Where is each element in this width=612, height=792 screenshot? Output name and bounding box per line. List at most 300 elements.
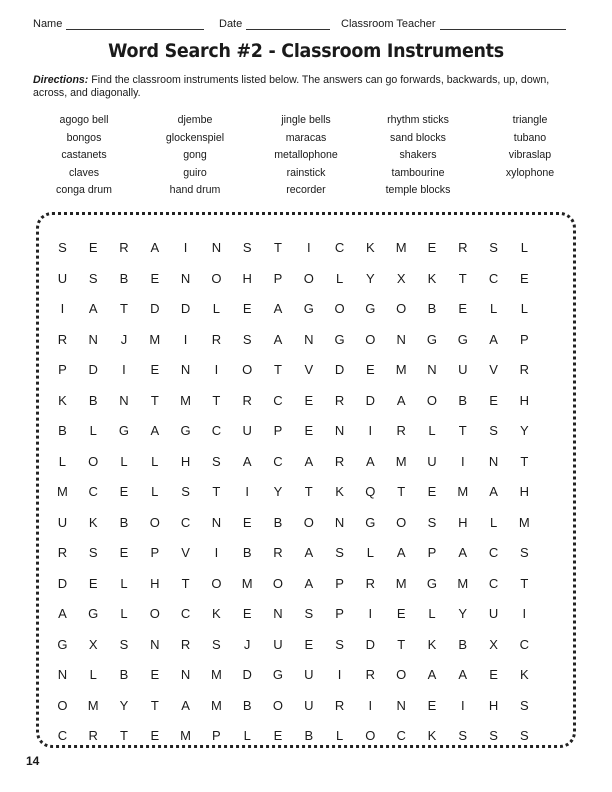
grid-letter[interactable]: U	[488, 606, 499, 621]
grid-letter[interactable]: K	[58, 392, 67, 408]
grid-letter[interactable]: K	[427, 270, 437, 286]
name-field[interactable]	[33, 18, 204, 30]
grid-letter[interactable]: I	[60, 301, 65, 316]
grid-letter[interactable]: R	[119, 240, 129, 255]
word-item: sand blocks	[390, 131, 446, 144]
grid-letter[interactable]: G	[88, 606, 99, 621]
grid-letter[interactable]: G	[180, 423, 191, 438]
grid-letter[interactable]: T	[150, 392, 159, 408]
grid-letter[interactable]: V	[304, 362, 314, 377]
grid-letter[interactable]: G	[426, 575, 438, 591]
grid-letter[interactable]: P	[335, 606, 344, 621]
grid-letter[interactable]: P	[58, 362, 67, 377]
grid-letter[interactable]: L	[58, 453, 67, 469]
grid-letter[interactable]: O	[272, 575, 284, 591]
grid-letter[interactable]: D	[150, 301, 160, 316]
grid-letter[interactable]: H	[458, 514, 468, 530]
grid-letter[interactable]: L	[89, 423, 97, 438]
grid-letter[interactable]: A	[458, 667, 468, 682]
grid-letter[interactable]: L	[489, 301, 498, 316]
grid-letter[interactable]: Y	[119, 697, 129, 713]
grid-letter[interactable]: R	[365, 575, 376, 591]
grid-letter[interactable]: Y	[458, 606, 468, 621]
grid-row	[47, 477, 575, 508]
grid-row	[47, 355, 575, 386]
grid-letter[interactable]: L	[335, 728, 344, 743]
grid-letter[interactable]: G	[426, 331, 438, 347]
grid-letter[interactable]: L	[120, 606, 128, 621]
grid-letter[interactable]: D	[334, 362, 345, 377]
grid-letter[interactable]: L	[489, 514, 498, 530]
grid-letter[interactable]: R	[57, 545, 68, 560]
grid-letter[interactable]: M	[395, 575, 407, 591]
grid-letter[interactable]: O	[334, 301, 345, 316]
grid-letter[interactable]: S	[335, 636, 344, 652]
grid-letter[interactable]: N	[57, 667, 68, 682]
name-label: Name	[33, 18, 63, 30]
grid-letter[interactable]: U	[273, 636, 283, 652]
grid-letter[interactable]: P	[427, 545, 437, 560]
grid-letter[interactable]: M	[241, 575, 253, 591]
grid-letter[interactable]: D	[242, 667, 252, 682]
grid-letter[interactable]: I	[183, 331, 188, 347]
grid-letter[interactable]: C	[519, 636, 530, 652]
grid-letter[interactable]: M	[149, 331, 161, 347]
grid-letter[interactable]: T	[120, 301, 128, 316]
grid-letter[interactable]: E	[489, 392, 498, 408]
grid-row	[47, 508, 575, 539]
grid-letter[interactable]: K	[427, 728, 437, 743]
grid-letter[interactable]: H	[180, 453, 191, 469]
grid-letter[interactable]: P	[335, 575, 344, 591]
grid-letter[interactable]: A	[396, 545, 406, 560]
grid-letter[interactable]: E	[304, 636, 314, 652]
grid-letter[interactable]: L	[89, 667, 97, 682]
grid-letter[interactable]: I	[245, 484, 249, 499]
grid-letter[interactable]: A	[273, 331, 283, 347]
grid-letter[interactable]: N	[396, 697, 406, 713]
grid-letter[interactable]: A	[458, 545, 468, 560]
grid-letter[interactable]: X	[88, 636, 98, 652]
teacher-blank[interactable]	[440, 18, 566, 30]
grid-letter[interactable]: I	[183, 240, 188, 255]
grid-letter[interactable]: O	[426, 392, 438, 408]
grid-letter[interactable]: A	[489, 484, 498, 499]
grid-letter[interactable]: E	[88, 575, 98, 591]
grid-letter[interactable]: M	[457, 575, 469, 591]
grid-letter[interactable]: I	[122, 362, 126, 377]
grid-letter[interactable]: A	[366, 453, 375, 469]
grid-letter[interactable]: B	[242, 697, 252, 713]
grid-letter[interactable]: C	[180, 514, 191, 530]
grid-letter[interactable]: P	[212, 728, 221, 743]
grid-letter[interactable]: O	[149, 606, 160, 621]
grid-letter[interactable]: S	[427, 514, 437, 530]
grid-letter[interactable]: E	[366, 362, 375, 377]
grid-letter[interactable]: D	[365, 392, 376, 408]
grid-letter[interactable]: I	[306, 240, 311, 255]
grid-letter[interactable]: D	[57, 575, 68, 591]
grid-letter[interactable]: M	[395, 240, 407, 255]
grid-letter[interactable]: M	[518, 514, 530, 530]
grid-letter[interactable]: R	[458, 240, 468, 255]
grid-letter[interactable]: I	[368, 697, 373, 713]
grid-letter[interactable]: E	[150, 270, 160, 286]
grid-letter[interactable]: S	[181, 484, 190, 499]
grid-letter[interactable]: K	[427, 636, 437, 652]
grid-letter[interactable]: I	[337, 667, 342, 682]
grid-letter[interactable]: O	[88, 453, 99, 469]
grid-letter[interactable]: U	[304, 667, 314, 682]
grid-letter[interactable]: O	[396, 667, 407, 682]
grid-letter[interactable]: R	[88, 728, 98, 743]
date-blank[interactable]	[246, 18, 330, 30]
grid-letter[interactable]: U	[304, 697, 314, 713]
grid-letter[interactable]: T	[397, 636, 406, 652]
grid-letter[interactable]: E	[242, 301, 252, 316]
grid-letter[interactable]: A	[242, 453, 252, 469]
grid-letter[interactable]: S	[335, 545, 344, 560]
grid-letter[interactable]: R	[57, 331, 68, 347]
grid-letter[interactable]: T	[274, 362, 282, 377]
grid-letter[interactable]: A	[489, 331, 498, 347]
grid-letter[interactable]: E	[304, 392, 314, 408]
grid-letter[interactable]: T	[458, 423, 467, 438]
grid-letter[interactable]: U	[458, 362, 468, 377]
grid-letter[interactable]: M	[87, 697, 99, 713]
grid-letter[interactable]: O	[365, 728, 376, 743]
grid-letter[interactable]: L	[243, 728, 251, 743]
grid-letter[interactable]: A	[427, 667, 437, 682]
grid-letter[interactable]: A	[304, 575, 314, 591]
grid-letter[interactable]: K	[88, 514, 98, 530]
grid-letter[interactable]: R	[273, 545, 283, 560]
grid-letter[interactable]: E	[150, 362, 160, 377]
grid-letter[interactable]: L	[366, 545, 374, 560]
grid-letter[interactable]: K	[366, 240, 375, 255]
grid-letter[interactable]: L	[120, 575, 128, 591]
grid-letter[interactable]: N	[334, 514, 345, 530]
grid-letter[interactable]: U	[242, 423, 252, 438]
grid-letter[interactable]: M	[180, 728, 191, 743]
grid-letter[interactable]: U	[57, 514, 68, 530]
grid-letter[interactable]: E	[119, 484, 129, 499]
grid-letter[interactable]: L	[428, 423, 436, 438]
grid-letter[interactable]: T	[397, 484, 406, 499]
grid-letter[interactable]: N	[396, 331, 406, 347]
grid-letter[interactable]: D	[180, 301, 191, 316]
grid-letter[interactable]: L	[151, 453, 159, 469]
grid-letter[interactable]: D	[365, 636, 376, 652]
grid-letter[interactable]: N	[180, 362, 191, 377]
grid-letter[interactable]: S	[242, 331, 252, 347]
grid-letter[interactable]: L	[335, 270, 344, 286]
grid-letter[interactable]: P	[273, 270, 283, 286]
grid-letter[interactable]: H	[519, 484, 530, 499]
grid-letter[interactable]: A	[304, 545, 314, 560]
grid-letter[interactable]: P	[273, 423, 283, 438]
grid-letter[interactable]: K	[335, 484, 344, 499]
word-item: metallophone	[274, 149, 338, 161]
grid-letter[interactable]: L	[212, 301, 220, 316]
grid-letter[interactable]: X	[396, 270, 406, 286]
grid-letter[interactable]: O	[396, 514, 407, 530]
grid-letter[interactable]: D	[88, 362, 98, 377]
date-field[interactable]	[219, 18, 330, 30]
grid-letter[interactable]: N	[150, 636, 160, 652]
grid-letter[interactable]: E	[520, 270, 529, 286]
grid-letter[interactable]: B	[58, 423, 67, 438]
grid-letter[interactable]: O	[211, 575, 222, 591]
word-item: rhythm sticks	[387, 114, 449, 126]
grid-letter[interactable]: A	[150, 240, 160, 255]
grid-letter[interactable]: T	[304, 484, 313, 499]
grid-letter[interactable]: C	[57, 728, 68, 743]
grid-letter[interactable]: N	[211, 240, 222, 255]
grid-letter[interactable]: T	[520, 575, 529, 591]
grid-letter[interactable]: N	[88, 331, 98, 347]
grid-letter[interactable]: Y	[273, 484, 283, 499]
word-item: jingle bells	[281, 114, 331, 126]
grid-letter[interactable]: R	[365, 667, 376, 682]
grid-letter[interactable]: T	[458, 270, 467, 286]
grid-letter[interactable]: O	[365, 331, 376, 347]
grid-letter[interactable]: E	[150, 667, 160, 682]
grid-letter[interactable]: H	[488, 697, 499, 713]
grid-letter[interactable]: E	[427, 697, 437, 713]
grid-letter[interactable]: R	[334, 392, 345, 408]
word-item: recorder	[286, 184, 326, 196]
word-item: shakers	[399, 149, 437, 161]
grid-letter[interactable]: N	[304, 331, 314, 347]
grid-letter[interactable]: E	[150, 728, 160, 743]
grid-letter[interactable]: N	[273, 606, 283, 621]
grid-letter[interactable]: I	[460, 453, 465, 469]
grid-letter[interactable]: T	[120, 728, 128, 743]
grid-letter[interactable]: N	[334, 423, 345, 438]
grid-letter[interactable]: S	[58, 240, 67, 255]
grid-letter[interactable]: U	[427, 453, 437, 469]
grid-letter[interactable]: S	[88, 545, 98, 560]
grid-letter[interactable]: L	[120, 453, 128, 469]
grid-letter[interactable]: E	[242, 514, 252, 530]
grid-letter[interactable]: R	[180, 636, 191, 652]
grid-letter[interactable]: M	[457, 484, 469, 499]
grid-letter[interactable]: N	[211, 514, 222, 530]
grid-letter[interactable]: V	[489, 362, 498, 377]
grid-letter[interactable]: A	[304, 453, 314, 469]
grid-letter[interactable]: N	[488, 453, 499, 469]
grid-letter[interactable]: C	[273, 453, 283, 469]
word-item: conga drum	[56, 184, 112, 196]
grid-letter[interactable]: S	[489, 240, 498, 255]
grid-letter[interactable]: H	[519, 392, 530, 408]
grid-letter[interactable]: M	[56, 484, 68, 499]
grid-letter[interactable]: N	[180, 270, 191, 286]
grid-letter[interactable]: B	[427, 301, 437, 316]
grid-letter[interactable]: M	[395, 453, 407, 469]
grid-letter[interactable]: O	[57, 697, 68, 713]
grid-letter[interactable]: S	[88, 270, 98, 286]
grid-letter[interactable]: E	[396, 606, 406, 621]
grid-letter[interactable]: L	[520, 240, 528, 255]
grid-letter[interactable]: H	[150, 575, 160, 591]
date-label: Date	[219, 18, 243, 30]
grid-letter[interactable]: J	[243, 636, 251, 652]
grid-letter[interactable]: E	[88, 240, 98, 255]
grid-letter[interactable]: G	[365, 514, 376, 530]
grid-letter[interactable]: L	[151, 484, 159, 499]
grid-letter[interactable]: O	[272, 697, 284, 713]
grid-letter[interactable]: S	[520, 697, 529, 713]
grid-letter[interactable]: Q	[365, 484, 376, 499]
grid-letter[interactable]: B	[458, 392, 468, 408]
grid-letter[interactable]: A	[88, 301, 98, 316]
grid-letter[interactable]: R	[396, 423, 406, 438]
grid-letter[interactable]: L	[428, 606, 436, 621]
word-item: hand drum	[169, 184, 221, 196]
grid-letter[interactable]: C	[488, 545, 499, 560]
grid-letter[interactable]: G	[57, 636, 68, 652]
grid-letter[interactable]: H	[242, 270, 252, 286]
grid-letter[interactable]: M	[395, 362, 407, 377]
grid-letter[interactable]: T	[212, 484, 221, 499]
grid-letter[interactable]: S	[520, 545, 529, 560]
name-blank[interactable]	[66, 18, 204, 30]
grid-letter[interactable]: B	[119, 667, 129, 682]
grid-letter[interactable]: A	[58, 606, 67, 621]
grid-letter[interactable]: I	[522, 606, 527, 621]
grid-letter[interactable]: S	[489, 728, 498, 743]
grid-letter[interactable]: R	[211, 331, 222, 347]
grid-letter[interactable]: T	[181, 575, 190, 591]
student-info-header	[33, 18, 583, 34]
grid-letter[interactable]: S	[212, 453, 221, 469]
grid-letter[interactable]: O	[211, 270, 222, 286]
grid-letter[interactable]: T	[212, 392, 221, 408]
grid-letter[interactable]: C	[88, 484, 98, 499]
grid-letter[interactable]: A	[396, 392, 406, 408]
grid-letter[interactable]: G	[334, 331, 345, 347]
grid-letter[interactable]: E	[489, 667, 498, 682]
grid-letter[interactable]: G	[118, 423, 130, 438]
word-list	[28, 112, 588, 202]
grid-letter[interactable]: E	[304, 423, 314, 438]
grid-letter[interactable]: X	[489, 636, 498, 652]
grid-letter[interactable]: G	[272, 667, 284, 682]
grid-letter[interactable]: K	[520, 667, 529, 682]
grid-letter[interactable]: A	[150, 423, 160, 438]
grid-letter[interactable]: V	[181, 545, 190, 560]
grid-letter[interactable]: N	[427, 362, 437, 377]
grid-letter[interactable]: I	[368, 606, 373, 621]
grid-letter[interactable]: R	[334, 697, 345, 713]
word-column	[139, 112, 251, 200]
grid-letter[interactable]: C	[273, 392, 283, 408]
grid-row	[47, 538, 575, 569]
grid-letter[interactable]: O	[303, 514, 314, 530]
grid-letter[interactable]: O	[242, 362, 253, 377]
grid-letter[interactable]: E	[427, 240, 437, 255]
grid-letter[interactable]: I	[368, 423, 373, 438]
grid-letter[interactable]: U	[57, 270, 68, 286]
grid-letter[interactable]: E	[458, 301, 468, 316]
grid-letter[interactable]: A	[273, 301, 283, 316]
grid-letter[interactable]: M	[180, 392, 191, 408]
grid-letter[interactable]: R	[242, 392, 252, 408]
grid-letter[interactable]: B	[273, 514, 283, 530]
grid-letter[interactable]: M	[210, 667, 222, 682]
grid-letter[interactable]: A	[181, 697, 190, 713]
grid-letter[interactable]: B	[119, 270, 129, 286]
grid-letter[interactable]: S	[458, 728, 468, 743]
grid-letter[interactable]: Y	[366, 270, 375, 286]
grid-letter[interactable]: L	[520, 301, 528, 316]
grid-letter[interactable]: B	[242, 545, 252, 560]
grid-letter[interactable]: B	[304, 728, 314, 743]
grid-letter[interactable]: O	[149, 514, 160, 530]
grid-letter[interactable]: S	[212, 636, 221, 652]
grid-letter[interactable]: C	[396, 728, 406, 743]
grid-letter[interactable]: O	[303, 270, 314, 286]
word-item: rainstick	[286, 166, 326, 179]
grid-letter[interactable]: E	[119, 545, 129, 560]
grid-letter[interactable]: T	[274, 240, 282, 255]
grid-letter[interactable]: P	[520, 331, 529, 347]
grid-letter[interactable]: B	[119, 514, 129, 530]
grid-letter[interactable]: K	[212, 606, 221, 621]
grid-letter[interactable]: C	[488, 270, 499, 286]
grid-letter[interactable]: E	[427, 484, 437, 499]
grid-letter[interactable]: M	[210, 697, 222, 713]
grid-letter[interactable]: G	[457, 331, 468, 347]
grid-letter[interactable]: S	[242, 240, 252, 255]
grid-letter[interactable]: B	[458, 636, 468, 652]
word-item: claves	[68, 166, 100, 179]
grid-letter[interactable]: C	[180, 606, 191, 621]
grid-letter[interactable]: Y	[520, 423, 529, 438]
grid-letter[interactable]: S	[520, 728, 529, 743]
grid-letter[interactable]: P	[150, 545, 160, 560]
grid-row	[47, 325, 575, 356]
grid-letter[interactable]: N	[180, 667, 191, 682]
grid-letter[interactable]: N	[119, 392, 129, 408]
grid-letter[interactable]: C	[334, 240, 345, 255]
grid-letter[interactable]: T	[150, 697, 159, 713]
grid-letter[interactable]: E	[273, 728, 283, 743]
grid-letter[interactable]: E	[242, 606, 252, 621]
grid-letter[interactable]: G	[303, 301, 314, 316]
grid-letter[interactable]: J	[120, 331, 128, 347]
grid-letter[interactable]: I	[214, 362, 219, 377]
grid-letter[interactable]: B	[88, 392, 98, 408]
grid-letter[interactable]: I	[214, 545, 219, 560]
grid-letter[interactable]: T	[520, 453, 529, 469]
grid-letter[interactable]: C	[211, 423, 222, 438]
grid-letter[interactable]: R	[519, 362, 530, 377]
grid-letter[interactable]: G	[365, 301, 376, 316]
grid-letter[interactable]: O	[396, 301, 407, 316]
grid-letter[interactable]: S	[489, 423, 498, 438]
word-item: guiro	[183, 166, 207, 179]
grid-row	[47, 233, 575, 264]
grid-letter[interactable]: R	[334, 453, 345, 469]
teacher-field[interactable]	[341, 18, 566, 30]
grid-letter[interactable]: S	[119, 636, 129, 652]
grid-letter[interactable]: I	[460, 697, 465, 713]
grid-letter[interactable]: C	[488, 575, 499, 591]
grid-letter[interactable]: S	[304, 606, 314, 621]
